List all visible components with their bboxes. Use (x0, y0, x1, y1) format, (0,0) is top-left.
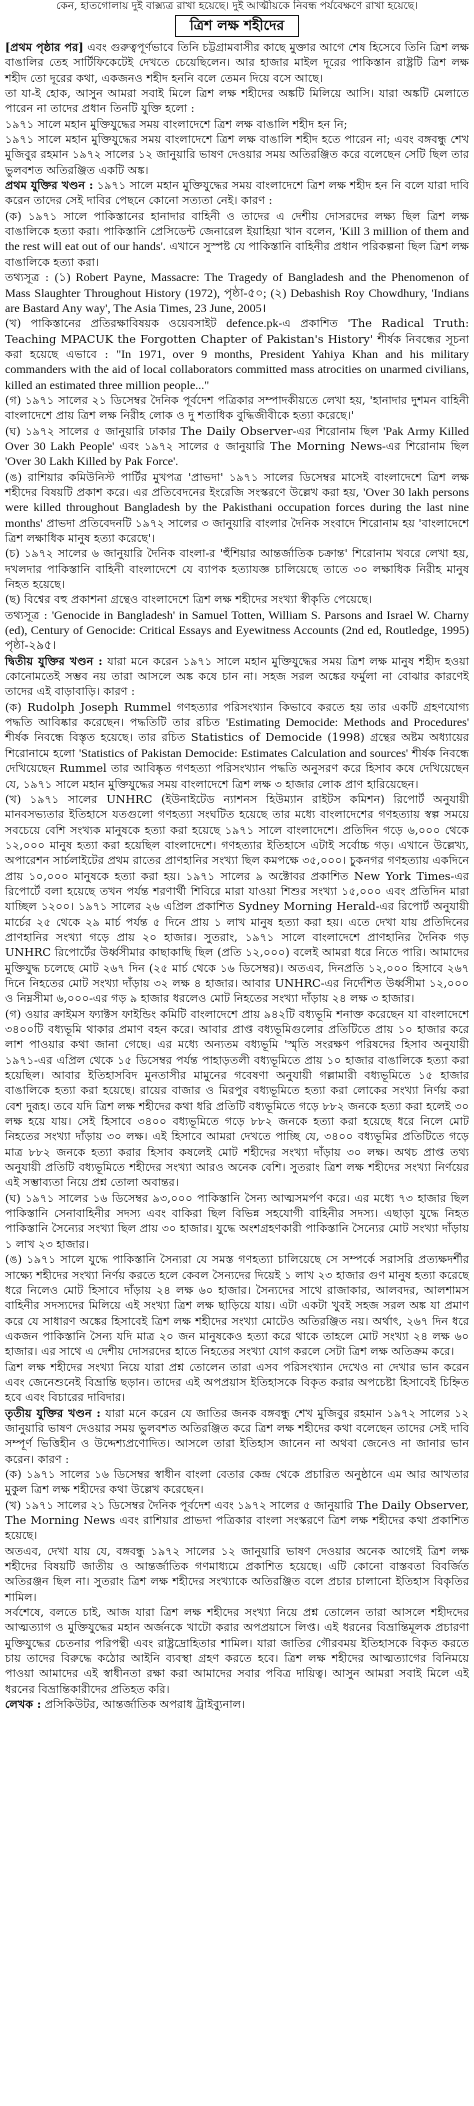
source-1-text: (১) Robert Payne, Massacre: The Tragedy of Bangladesh and the Phenomenon of Mass Slaughter Throughout History (1972), পৃষ্ঠা-৫০; (২) Debashish Roy Chowdhury, 'Indians are Bastard Any way', The Asia Times, 23 June, 2005। (5, 270, 469, 315)
paragraph-uma (5, 470, 469, 547)
paragraph-uma-text: (ঙ) রাশিয়ার কমিউনিস্ট পার্টির মুখপত্র 'প্রাভদা' ১৯৭১ সালের ডিসেম্বর মাসেই বাংলাদেশে ত্রিশ লক্ষ শহীদের বিষয়টি প্রকাশ করে। এর প্রতিবেদনের ইংরেজি সংস্করণে উল্লেখ করা হয়, (5, 470, 469, 499)
intro-label: [প্রথম পৃষ্ঠার পর] (5, 40, 84, 54)
paragraph-uma-tail: প্রাভদা প্রতিবেদনটি ১৯৭২ সালের ৩ জানুয়ারি বাংলার দৈনিক সংবাদে শিরোনাম হয় 'বাংলাদেশে ত্রিশ লক্ষাধিক মানুষ হত্যা করেছে'। (5, 516, 469, 545)
defence-pk-link[interactable]: defence.pk (226, 316, 279, 331)
paragraph-kha-text-2: -এ প্রকাশিত 'The Radical Truth: Teaching MPACUK the Forgotten Chapter of Pakistan's History' শীর্ষক নিবন্ধের সূচনা করা হয়েছে এভাবে : (5, 317, 469, 361)
third-argument-paragraph (5, 1406, 469, 1467)
morning-news-headline: 'Over 30 Lakh Killed by Pak Force'. (5, 454, 179, 469)
rummel-quote-2: 'Statistics of Pakistan Democide: Estimates Calculation and sources' (78, 745, 409, 760)
source-2-paragraph (5, 608, 469, 654)
paragraph-1: তা যা-ই হোক, আসুন আমরা সবাই মিলে ত্রিশ লক্ষ শহীদের অঙ্কটি মিলিয়ে আসি। যারা অঙ্কটি মেলাতে পারেন না তাদের প্রধান তিনটি যুক্তি হলো : (5, 87, 469, 116)
paragraph-gha-text: (ঘ) ১৯৭২ সালের ৫ জানুয়ারি ঢাকার The Daily Observer-এর শিরোনাম ছিল (5, 424, 379, 438)
second-argument-paragraph (5, 654, 469, 700)
first-argument-paragraph (5, 178, 469, 209)
paragraph-rummel-text-3: শীর্ষক নিবন্ধে দেখিয়েছেন Rummel তার আবিষ্কৃত গণহত্যা পরিসংখ্যান পদ্ধতি অনুসরণ করে হিসাব কষে দেখিয়েছেন যে, ১৯৭১ সালে মহান মুক্তিযুদ্ধের সময় বাংলাদেশে ত্রিশ লক্ষ ৩ হাজার লোক প্রাণ হারিয়েছেন। (5, 746, 469, 791)
intro-text: এবং গুরুত্বপূর্ণভাবে তিনি চট্টগ্রামবাসীর কাছে মুক্তার আগে শেষ হিসেবে তিনি ত্রিশ লক্ষ বাঙালির তেহ সার্টিফিকেটেই দেখতে চেয়েছিলেন। আর হাজার মাইল দূরের পাকিস্তান রাষ্ট্রটি ত্রিশ লক্ষ শহীদ তো দূরের কথা, একজনও শহীদ হননি বলে তেমন দিয়ে বসে আছে। (5, 41, 469, 85)
writer-label: লেখক : (5, 1697, 42, 1712)
intro-paragraph (5, 40, 469, 86)
yahiya-quote: 'Kill 3 million of them and the rest will eat out of our hands'. (5, 224, 470, 254)
pravda-quote: 'Over 30 lakh persons were killed throughout Bangladesh by the Pakisthani occupation forces during the last nine months' (5, 484, 469, 530)
source-1-paragraph (5, 270, 469, 316)
first-argument-text: ১৯৭১ সালে মহান মুক্তিযুদ্ধের সময় বাংলাদেশে ত্রিশ লক্ষ শহীদ হন নি বলে যারা দাবি করেন তাদের সেই দাবির পেছনে কোনো সত্যতা নেই। কারণ : (5, 179, 469, 208)
paragraph-calculation: (ঙ) ১৯৭১ সালে যুদ্ধে পাকিস্তানি সৈন্যরা যে সমস্ত গণহত্যা চালিয়েছে সে সম্পর্কে সরাসরি প্রত্যক্ষদর্শীর সাক্ষ্যে শহীদের সংখ্যা নির্ণয় করতে হলে কেবল সৈন্যদের দিয়েই ১ লাখ ২৩ হাজার গুণ মানুষ হত্যা করেছে ধরে নিলেও মোট হিসাবে দাঁড়ায় ২৪ লক্ষ ৬০ হাজার। সৈন্যদের সাথে রাজাকার, আলবদর, আলশামস বাহিনীর সদস্যদের মিলিয়ে এই সংখ্যা ত্রিশ লক্ষ ছাড়িয়ে যায়। এটা একটা খুবই সহজ সরল অঙ্ক যা প্রমাণ করে যে সাধারণ অঙ্কের হিসাবেই ত্রিশ লক্ষ শহীদের সংখ্যা মোটেও অতিরঞ্জিত নয়। অর্থাৎ, ২৬৭ দিন ধরে একজন পাকিস্তানি সৈন্য যদি মাত্র ২০ জন মানুষকেও হত্যা করে থাকে তাহলে মোট সংখ্যা ২৪ লক্ষ ৬০ হাজার। এর সাথে এ দেশীয় দোসরদের হাতে নিহতের সংখ্যা যোগ করলে সেটা ত্রিশ লক্ষ অতিক্রম করে। (5, 1253, 469, 1359)
writer-text: প্রসিকিউটর, আন্তর্জাতিক অপরাধ ট্রাইব্যুনাল। (44, 1698, 245, 1712)
third-argument-text: যারা মনে করেন যে জাতির জনক বঙ্গবন্ধু শেখ মুজিবুর রহমান ১৯৭২ সালের ১২ জানুয়ারি ভাষণ দেওয়ার সময় ভুলবশত অতিরঞ্জিত করে ত্রিশ লক্ষ শহীদের কথা বলেছেন তাদের সেই দাবি সম্পূর্ণ ভিত্তিহীন ও উদ্দেশ্যপ্রণোদিত। আসলে তারা ইতিহাস জানেন না অথবা জেনেও না জানার ভান করেন। কারণ : (5, 1406, 469, 1466)
article-title-wrapper (5, 15, 469, 37)
paragraph-ka-tail: এখানে সুস্পষ্ট যে পাকিস্তানি বাহিনীর প্রধান পরিকল্পনা ছিল ত্রিশ লক্ষ বাঙালিকে হত্যা করা। (5, 240, 469, 269)
third-argument-label: তৃতীয় যুক্তির খণ্ডন : (5, 1405, 101, 1420)
paragraph-chha: (ছ) বিশ্বের বহু প্রকাশনা গ্রন্থেও বাংলাদেশে ত্রিশ লক্ষ শহীদের সংখ্যা স্বীকৃতি পেয়েছে। (5, 593, 373, 607)
paragraph-kha (5, 316, 469, 393)
paragraph-war-crimes: (গ) ওয়ার ক্রাইমস ফ্যাক্টস ফাইন্ডিং কমিটি বাংলাদেশে প্রায় ৯৪২টি বধ্যভূমি শনাক্ত করেছেন যা বাংলাদেশে ৩৪০০টি বধ্যভূমি থাকার প্রমাণ বহন করে। আবার প্রাপ্ত বধ্যভূমিগুলোর প্রতিটিতে প্রায় ১০ হাজার করে লাশ পাওয়ার কথা জানা গেছে। এর মধ্যে অন্যতম বধ্যভূমি 'স্মৃতি সংরক্ষণ পরিষদের হিসাব অনুযায়ী ১৯৭১-এর এপ্রিল থেকে ১৫ ডিসেম্বর পর্যন্ত পাহাড়তলী বধ্যভূমিতে প্রায় ১০ হাজার বাঙালিকে হত্যা করা হয়েছিল। আবার ইতিহাসবিদ মুনতাসীর মামুনের গবেষণা অনুযায়ী গল্লামারী বধ্যভূমিতে ১৫ হাজার বাঙালিকে হত্যা করা হয়েছে। রায়ের বাজার ও মিরপুর বধ্যভূমিতে হত্যা করা লোকের সংখ্যা নির্ণয় করা বেশ দুরূহ। তবে যদি ত্রিশ লক্ষ শহীদের কথা ধরি প্রতিটি বধ্যভূমিতে গড়ে ৮৮২ জনকে হত্যা করা হলেই ৩০ লক্ষ হয়ে যায়। সেই হিসাবে ৩৪০০ বধ্যভূমিতে গড়ে ৮৮২ জনকে হত্যা করা হয়েছে ধরে নিলে মোট নিহতের সংখ্যা দাঁড়ায় ৩০ লক্ষ। এই হিসাবে আমরা দেখতে পাচ্ছি যে, ৩৪০০ বধ্যভূমির প্রতিটিতে গড়ে মাত্র ৮৮২ জনকে হত্যা করার হিসাব কষলেই মোট শহীদের সংখ্যা দাঁড়ায় ৩০ লক্ষ। অথচ প্রাপ্ত তথ্য অনুযায়ী প্রতিটি বধ্যভূমিতে শহীদের সংখ্যা আরও অনেক বেশি। সুতরাং ত্রিশ লক্ষ শহীদের সংখ্যা নির্ণয়ের এই সম্ভাব্যতা নিয়ে প্রশ্ন তোলা অবান্তর। (5, 1007, 469, 1190)
paragraph-rummel (5, 700, 469, 792)
source-2-label: তথ্যসূত্র : (5, 608, 48, 622)
writer-line (5, 1697, 469, 1712)
paragraph-2: ১৯৭১ সালে মহান মুক্তিযুদ্ধের সময় বাংলাদেশে ত্রিশ লক্ষ বাঙালি শহীদ হন নি; (5, 117, 348, 131)
second-argument-text: যারা মনে করেন ১৯৭১ সালে মহান মুক্তিযুদ্ধের সময় ত্রিশ লক্ষ মানুষ শহীদ হওয়া কোনোমতেই সম্ভব নয় তারা আসলে অঙ্ক কষে চান না। সহজ সরল অঙ্কের ফর্মুলা না বোঝার কারণেই তাদের এই বাড়াবাড়ি। কারণ : (5, 654, 469, 699)
source-1-label: তথ্যসূত্র : (5, 271, 49, 285)
paragraph-gha (5, 424, 469, 470)
paragraph-conclusion: অতএব, দেখা যায় যে, বঙ্গবন্ধু ১৯৭২ সালের ১২ জানুয়ারি ভাষণ দেওয়ার অনেক আগেই ত্রিশ লক্ষ শহীদের বিষয়টি জাতীয় ও আন্তর্জাতিক গণমাধ্যমে প্রকাশিত হয়েছে। এটি কোনো বাস্তবতা বিবর্জিত অতিরঞ্জন ছিল না। সুতরাং ত্রিশ লক্ষ শহীদের সংখ্যাকে অতিরঞ্জিত বলে প্রচার চালানো ইতিহাস বিকৃতির শামিল। (5, 1544, 469, 1604)
paragraph-ka-text: (ক) ১৯৭১ সালে পাকিস্তানের হানাদার বাহিনী ও তাদের এ দেশীয় দোসরদের লক্ষ্য ছিল ত্রিশ লক্ষ বাঙালিকে হত্যা করা। পাকিস্তানি প্রেসিডেন্ট জেনারেল ইয়াহিয়া খান বলেন, (5, 209, 469, 239)
paragraph-rummel-text: (ক) Rudolph Joseph Rummel গণহত্যার পরিসংখ্যান কিভাবে করতে হয় তার একটি গ্রহণযোগ্য পদ্ধতি আবিষ্কার করেছেন। পদ্ধতিটি তার রচিত (5, 700, 469, 730)
paragraph-3: ১৯৭১ সালে মহান মুক্তিযুদ্ধের সময় বাংলাদেশে ত্রিশ লক্ষ বাঙালি শহীদ হতে পারেন না; এবং বঙ্গবন্ধু শেখ মুজিবুর রহমান ১৯৭২ সালের ১২ জানুয়ারি ভাষণ দেওয়ার সময় অতিরঞ্জিত করে বলেছেন সেটি ছিল তার ভুলবশত অতিরঞ্জিত একটি অঙ্ক। (5, 133, 469, 177)
rummel-quote-1: 'Estimating Democide: Methods and Procedures' (225, 715, 469, 730)
paragraph-newspapers: (খ) ১৯৭১ সালের ২১ ডিসেম্বর দৈনিক পূর্বদেশ এবং ১৯৭২ সালের ৫ জানুয়ারি The Daily Observer, The Morning News এবং রাশিয়ার প্রাভদা পত্রিকার বাংলা সংস্করণে ত্রিশ লক্ষ শহীদের কথা প্রকাশিত হয়েছে। (5, 1498, 469, 1543)
paragraph-final: সর্বশেষে, বলতে চাই, আজ যারা ত্রিশ লক্ষ শহীদের সংখ্যা নিয়ে প্রশ্ন তোলেন তারা আসলে শহীদদের আত্মত্যাগ ও মুক্তিযুদ্ধের মহান অর্জনকে খাটো করার অপপ্রয়াসে লিপ্ত। এই ধরনের বিভ্রান্তিমূলক প্রচারণা মুক্তিযুদ্ধের চেতনার পরিপন্থী এবং রাষ্ট্রদ্রোহিতার শামিল। যারা জাতির গৌরবময় ইতিহাসকে বিকৃত করতে চায় তাদের বিরুদ্ধে কঠোর আইনি ব্যবস্থা গ্রহণ করতে হবে। ত্রিশ লক্ষ শহীদের আত্মত্যাগের বিনিময়ে পাওয়া আমাদের এই স্বাধীনতা রক্ষা করা আমাদের সবার পবিত্র দায়িত্ব। আসুন আমরা সবাই মিলে এই ধরনের বিভ্রান্তিকারীদের প্রতিহত করি। (5, 1606, 469, 1696)
daily-observer-headline: 'Pak Army Killed Over 30 Lakh People' (5, 423, 469, 453)
radical-truth-quote: "In 1971, over 9 months, President Yahiya Khan and his military commanders with the aid of local collaborators committed mass atrocities on unarmed civilians, killed an estimated three million people..." (5, 346, 470, 392)
paragraph-kha-text: (খ) পাকিস্তানের প্রতিরক্ষাবিষয়ক ওয়েবসাইট (5, 317, 217, 331)
paragraph-cha: (চ) ১৯৭২ সালের ৬ জানুয়ারি দৈনিক বাংলা-র 'হুঁশিয়ার আন্তর্জাতিক চক্রান্ত' শিরোনাম খবরে লেখা হয়, দখলদার পাকিস্তানি বাহিনী বাংলাদেশে যে ব্যাপক হত্যাযজ্ঞ চালিয়েছে তাতে ৩০ লক্ষাধিক নিরীহ মানুষ নিহত হয়েছে। (5, 547, 469, 592)
paragraph-deniers: ত্রিশ লক্ষ শহীদের সংখ্যা নিয়ে যারা প্রশ্ন তোলেন তারা এসব পরিসংখ্যান দেখেও না দেখার ভান করেন এবং জেনেশুনেই বিভ্রান্তি ছড়ান। তাদের এই অপপ্রয়াস ইতিহাসকে বিকৃত করার অপচেষ্টা হিসাবেই চিহ্নিত হবে এবং বিচারের দাবিদার। (5, 1360, 469, 1405)
paragraph-gha-text-2: এবং ১৯৭২ সালের ৫ জানুয়ারি The Morning News-এর শিরোনাম ছিল (119, 439, 470, 453)
paragraph-ka (5, 209, 469, 270)
paragraph-radio: (ক) ১৯৭১ সালের ১৬ ডিসেম্বর স্বাধীন বাংলা বেতার কেন্দ্র থেকে প্রচারিত অনুষ্ঠানে এম আর আখতার মুকুল ত্রিশ লক্ষ শহীদের কথা উল্লেখ করেছেন। (5, 1467, 469, 1497)
paragraph-surrender: (ঘ) ১৯৭১ সালের ১৬ ডিসেম্বর ৯৩,০০০ পাকিস্তানি সৈন্য আত্মসমর্পণ করে। এর মধ্যে ৭৩ হাজার ছিল পাকিস্তানি সেনাবাহিনীর সদস্য এবং বাকিরা ছিল বিভিন্ন সহযোগী বাহিনীর সদস্য। এছাড়া যুদ্ধে নিহত পাকিস্তানি সৈন্যের সংখ্যা ছিল প্রায় ৩০ হাজার। যুদ্ধে অংশগ্রহণকারী পাকিস্তানি সৈন্যের মোট সংখ্যা দাঁড়ায় ১ লাখ ২৩ হাজার। (5, 1191, 469, 1251)
article-title: ত্রিশ লক্ষ শহীদের (175, 15, 299, 37)
paragraph-rummel-text-2: শীর্ষক নিবন্ধে বিস্তৃত হয়েছে। তার রচিত Statistics of Democide (1998) গ্রন্থের অষ্টম অধ্যায়ের শিরোনামে হলো (5, 731, 469, 760)
paragraph-unhrc: (খ) ১৯৭১ সালের UNHRC (ইউনাইটেড ন্যাশনস হিউম্যান রাইটস কমিশন) রিপোর্ট অনুযায়ী মানবসভ্যতার ইতিহাসে যতগুলো গণহত্যা সংঘটিত হয়েছে তার মধ্যে বাংলাদেশের গণহত্যায় স্বল্প সময়ে সবচেয়ে বেশি সংখ্যক মানুষকে হত্যা করা হয়েছে ১৯৭১ সালে বাংলাদেশে। প্রতিদিন গড়ে ৬,০০০ থেকে ১২,০০০ মানুষ হত্যা করা হয়েছিল বাংলাদেশে। গণহত্যার ইতিহাসে এটাই সর্বোচ্চ গড়। এখানে উল্লেখ্য, অপারেশন সার্চলাইটের প্রথম রাতের প্রাণহানির সংখ্যা ছিল কমপক্ষে ৩৫,০০০। চুকনগর গণহত্যায় একদিনে প্রায় ১০,০০০ মানুষকে হত্যা করা হয়। ১৯৭১ সালের ৯ অক্টোবর প্রকাশিত New York Times-এর রিপোর্টে বলা হয়েছে তখন পর্যন্ত শরণার্থী শিবিরে মারা যাওয়া শিশুর সংখ্যা ১৫,০০০ এবং প্রতিদিন মারা যাচ্ছিল ১২০০। ১৯৭১ সালের ২৬ এপ্রিল প্রকাশিত Sydney Morning Herald-এর রিপোর্ট অনুযায়ী মার্চের ২৫ থেকে ২৯ মার্চ পর্যন্ত ৫ দিনে প্রায় ১ লাখ মানুষ হত্যা করা হয়। এতে দেখা যায় প্রতিদিনের প্রাণহানির সংখ্যা গড়ে প্রায় ২০ হাজার। সুতরাং, ১৯৭১ সালে বাংলাদেশে প্রাণহানির দৈনিক গড় UNHRC রিপোর্টের উর্ধ্বসীমার কাছাকাছি ছিল (প্রতি ১২,০০০) বলেই আমরা ধরে নিতে পারি। আমাদের মুক্তিযুদ্ধ চলেছে মোট ২৬৭ দিন (২৫ মার্চ থেকে ১৬ ডিসেম্বর)। অতএব, দিনপ্রতি ১২,০০০ হিসাবে ২৬৭ দিনে নিহতের মোট সংখ্যা দাঁড়ায় ৩২ লক্ষ ৪ হাজার। আবার UNHRC-এর নির্দেশিত উর্ধ্বসীমা ১২,০০০ ও নিম্নসীমা ৬,০০০-এর গড় ৯ হাজার ধরলেও মোট নিহতের সংখ্যা দাঁড়ায় ২৪ লক্ষ ৩ হাজার। (5, 792, 469, 1006)
source-2-text: 'Genocide in Bangladesh' in Samuel Totten, William S. Parsons and Israel W. Charny (ed), Century of Genocide: Critical Essays and Eyewitness Accounts (2nd ed, Routledge, 1995) পৃষ্ঠা-২৯৫। (5, 607, 470, 653)
continued-text-line: কেন, হাতগোলায় দুই বাক্স্যত্র রাখা হয়েছে। দুই আত্মীয়কে নিবন্ধ পর্যবেক্ষণে রাখা হয়েছে। (56, 0, 418, 12)
second-argument-label: দ্বিতীয় যুক্তির খণ্ডন : (5, 653, 103, 668)
paragraph-ga: (গ) ১৯৭১ সালের ২১ ডিসেম্বর দৈনিক পূর্বদেশ পত্রিকার সম্পাদকীয়তে লেখা হয়, 'হানাদার দুশমন বাহিনী বাংলাদেশে প্রায় ত্রিশ লক্ষ নিরীহ লোক ও দু শতাধিক বুদ্ধিজীবীকে হত্যা করেছে।' (5, 393, 469, 423)
first-argument-label: প্রথম যুক্তির খণ্ডন : (5, 178, 94, 193)
